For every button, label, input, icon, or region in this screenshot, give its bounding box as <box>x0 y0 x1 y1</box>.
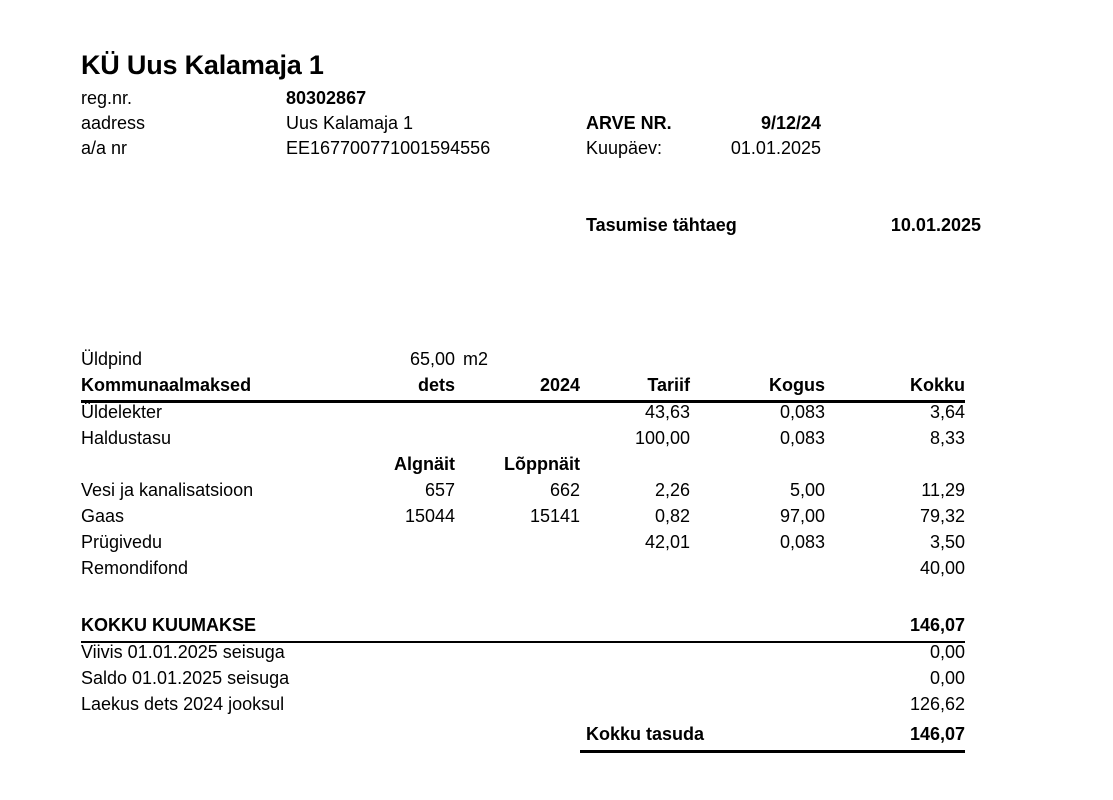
header-col-d: Kogus <box>769 375 825 395</box>
totals-line-value: 0,00 <box>929 668 965 688</box>
row-quantity: 97,00 <box>779 506 825 526</box>
row-tariff: 0,82 <box>654 506 690 526</box>
row-quantity: 0,083 <box>779 402 825 422</box>
table-subheader-row <box>81 454 965 480</box>
totals-row <box>81 642 965 668</box>
invoice-date-label: Kuupäev: <box>586 138 663 158</box>
area-label: Üldpind <box>81 349 143 369</box>
header-col-a: dets <box>417 375 455 395</box>
final-total-value: 146,07 <box>909 724 965 744</box>
row-start-reading: 657 <box>424 480 455 500</box>
final-total-label: Kokku tasuda <box>586 724 705 744</box>
table-header-row <box>81 375 965 402</box>
row-tariff: 100,00 <box>634 428 690 448</box>
header-col-b: 2024 <box>539 375 580 395</box>
invoice-number-value: 9/12/24 <box>760 113 821 133</box>
final-total-rule <box>580 750 965 753</box>
row-end-reading: 15141 <box>529 506 580 526</box>
payment-due-value: 10.01.2025 <box>890 215 981 235</box>
invoice-number-label: ARVE NR. <box>586 113 672 133</box>
row-name: Gaas <box>81 506 125 526</box>
monthly-total-value: 146,07 <box>909 615 965 635</box>
address-label: aadress <box>81 113 146 133</box>
row-tariff: 43,63 <box>644 402 690 422</box>
row-quantity: 0,083 <box>779 428 825 448</box>
meta-row-address <box>81 113 981 138</box>
row-name: Prügivedu <box>81 532 163 552</box>
account-value: EE167700771001594556 <box>286 138 491 158</box>
row-tariff: 2,26 <box>654 480 690 500</box>
row-end-reading: 662 <box>549 480 580 500</box>
totals-line-label: Viivis 01.01.2025 seisuga <box>81 642 285 662</box>
row-total: 40,00 <box>919 558 965 578</box>
company-meta-block <box>81 88 981 163</box>
meta-row-account <box>81 138 981 163</box>
row-total: 3,64 <box>929 402 965 422</box>
row-total: 11,29 <box>921 480 965 500</box>
totals-line-label: Laekus dets 2024 jooksul <box>81 694 285 714</box>
header-col-e: Kokku <box>909 375 965 395</box>
subheader-start-reading: Algnäit <box>394 454 455 474</box>
address-value: Uus Kalamaja 1 <box>286 113 414 133</box>
header-col-c: Tariif <box>647 375 690 395</box>
charges-table <box>81 349 965 584</box>
row-total: 3,50 <box>929 532 965 552</box>
meta-row-regnr <box>81 88 981 113</box>
area-value: 65,00 <box>409 349 455 369</box>
regnr-value: 80302867 <box>286 88 367 108</box>
totals-line-value: 126,62 <box>909 694 965 714</box>
row-name: Vesi ja kanalisatsioon <box>81 480 254 500</box>
table-row <box>81 506 965 532</box>
row-quantity: 0,083 <box>779 532 825 552</box>
header-name: Kommunaalmaksed <box>81 375 252 395</box>
table-row <box>81 558 965 584</box>
payment-due-label: Tasumise tähtaeg <box>586 215 737 235</box>
totals-row <box>81 694 965 720</box>
row-quantity: 5,00 <box>789 480 825 500</box>
totals-row-final <box>81 724 965 751</box>
company-title: KÜ Uus Kalamaja 1 <box>81 50 324 80</box>
row-tariff: 42,01 <box>644 532 690 552</box>
row-total: 79,32 <box>919 506 965 526</box>
invoice-date-value: 01.01.2025 <box>730 138 821 158</box>
row-total: 8,33 <box>929 428 965 448</box>
subheader-end-reading: Lõppnäit <box>504 454 580 474</box>
row-name: Remondifond <box>81 558 189 578</box>
account-label: a/a nr <box>81 138 128 158</box>
table-row <box>81 428 965 454</box>
totals-line-value: 0,00 <box>929 642 965 662</box>
table-row <box>81 532 965 558</box>
row-name: Haldustasu <box>81 428 172 448</box>
row-start-reading: 15044 <box>404 506 455 526</box>
monthly-total-label: KOKKU KUUMAKSE <box>81 615 256 635</box>
regnr-label: reg.nr. <box>81 88 133 108</box>
row-name: Üldelekter <box>81 402 163 422</box>
totals-block <box>81 615 965 751</box>
table-row <box>81 480 965 506</box>
table-row-area <box>81 349 965 375</box>
totals-row-monthly <box>81 615 965 642</box>
totals-row <box>81 668 965 694</box>
area-unit: m2 <box>463 349 489 369</box>
table-row <box>81 402 965 428</box>
totals-line-label: Saldo 01.01.2025 seisuga <box>81 668 290 688</box>
